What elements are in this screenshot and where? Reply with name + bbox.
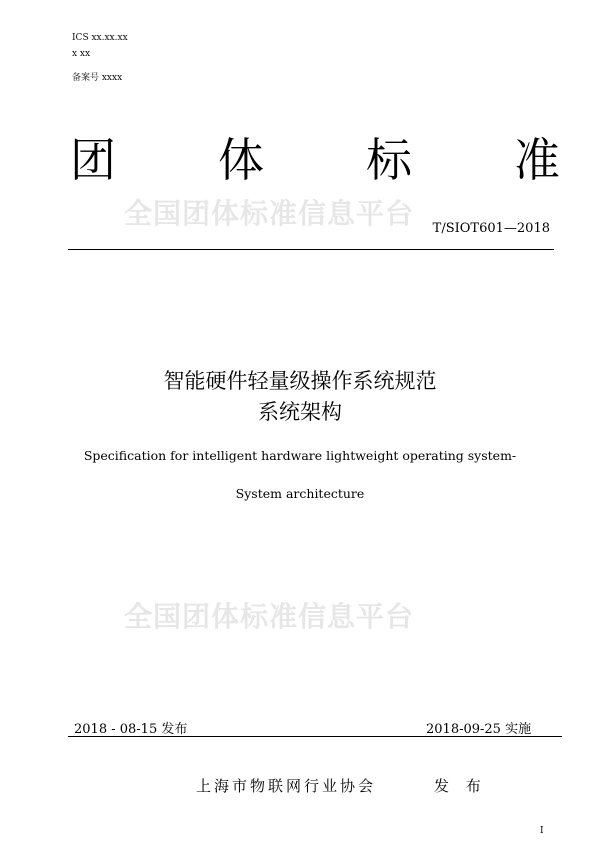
title-char-2: 体 — [218, 133, 264, 187]
title-en-line1: Specification for intelligent hardware lightweight operating system- — [83, 448, 517, 463]
header-divider — [68, 249, 554, 250]
page-number: I — [540, 826, 544, 836]
ccs-code: x xx — [72, 49, 91, 59]
document-type-title — [70, 130, 560, 190]
title-char-4: 准 — [514, 133, 560, 187]
standard-code: T/SIOT601—2018 — [432, 221, 550, 236]
title-cn-line1: 智能硬件轻量级操作系统规范 — [163, 369, 437, 393]
title-char-3: 标 — [366, 133, 412, 187]
publisher-name: 上海市物联网行业协会 — [196, 777, 377, 795]
ics-code: ICS xx.xx.xx — [72, 33, 128, 43]
title-char-1: 团 — [70, 133, 116, 187]
watermark-middle: 全国团体标准信息平台 — [124, 600, 415, 633]
footer-divider — [68, 736, 562, 737]
issue-date: 2018 - 08-15 发布 — [74, 722, 188, 737]
registration-number: 备案号 xxxx — [72, 73, 123, 83]
watermark-top: 全国团体标准信息平台 — [124, 197, 415, 230]
title-cn-line2: 系统架构 — [258, 400, 342, 424]
implementation-date: 2018-09-25 实施 — [426, 722, 532, 737]
publish-label: 发 布 — [434, 777, 487, 795]
title-en-line2: System architecture — [235, 486, 365, 501]
